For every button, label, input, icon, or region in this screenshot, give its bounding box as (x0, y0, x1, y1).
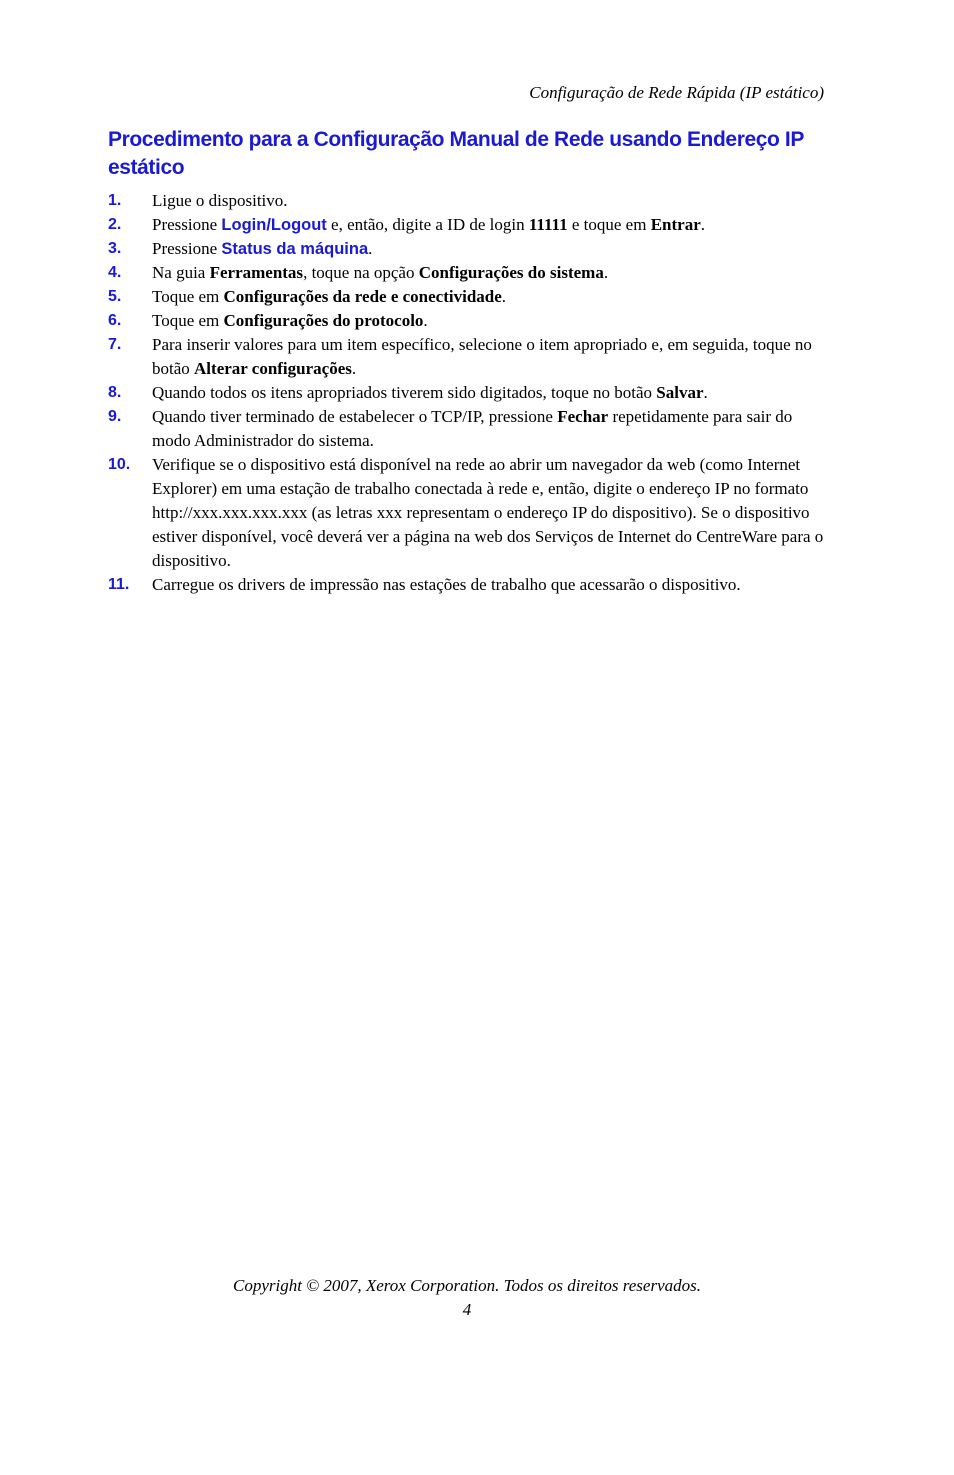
step-number: 7. (108, 336, 122, 353)
step-text-run: Na guia (152, 263, 210, 282)
step-item (108, 261, 824, 285)
emphasized-term: Alterar configurações (194, 359, 352, 378)
step-item (108, 381, 824, 405)
step-text (152, 213, 824, 237)
step-text-run: Toque em (152, 311, 224, 330)
emphasized-term: Ferramentas (209, 263, 304, 282)
step-number: 8. (108, 384, 122, 401)
step-text (152, 573, 824, 597)
step-text-run: , toque na opção (303, 263, 419, 282)
step-text-run: repetidamente para sair do modo Administrador do sistema. (152, 407, 793, 450)
step-item (108, 405, 824, 453)
step-text (152, 309, 824, 333)
step-text-run: e, então, digite a ID de login (326, 215, 529, 234)
step-item (108, 237, 824, 261)
section-title: Procedimento para a Configuração Manual de Rede usando Endereço IP estático (108, 128, 804, 179)
copyright-notice: Copyright © 2007, Xerox Corporation. Todos os direitos reservados. (233, 1276, 701, 1295)
step-item (108, 453, 824, 573)
step-text-run: . (368, 239, 373, 258)
step-text-run: Toque em (152, 287, 224, 306)
step-number: 1. (108, 192, 122, 209)
step-number: 5. (108, 288, 122, 305)
step-number: 3. (108, 240, 122, 257)
step-text-run: Ligue o dispositivo. (152, 191, 288, 210)
step-text (152, 453, 824, 573)
procedure-step-list (108, 189, 824, 597)
step-text-run: . (603, 263, 609, 282)
emphasized-term: Configurações do sistema (418, 263, 604, 282)
step-text-run: e toque em (567, 215, 651, 234)
step-text (152, 285, 824, 309)
step-item (108, 309, 824, 333)
step-text-run: Pressione (152, 215, 222, 234)
step-number: 10. (108, 456, 131, 473)
step-text (152, 405, 824, 453)
step-text-run: Pressione (152, 239, 222, 258)
emphasized-term: Entrar (650, 215, 701, 234)
step-number: 11. (108, 576, 130, 593)
step-text (152, 237, 824, 261)
step-text-run: . (700, 215, 705, 234)
page-footer (0, 1274, 934, 1322)
step-text-run: . (703, 383, 708, 402)
page-number: 4 (462, 1300, 472, 1319)
step-text-run: . (351, 359, 357, 378)
step-number: 4. (108, 264, 122, 281)
step-text-run: Quando tiver terminado de estabelecer o TCP/IP, pressione (152, 407, 558, 426)
emphasized-term: 11111 (528, 215, 568, 234)
step-text (152, 381, 824, 405)
step-item (108, 333, 824, 381)
step-text-run: Quando todos os itens apropriados tiverem sido digitados, toque no botão (152, 383, 657, 402)
step-item (108, 213, 824, 237)
running-header: Configuração de Rede Rápida (IP estático) (529, 83, 824, 102)
step-number: 6. (108, 312, 122, 329)
ui-control-name: Status da máquina (221, 240, 369, 258)
step-text (152, 189, 824, 213)
step-item (108, 189, 824, 213)
emphasized-term: Configurações do protocolo (223, 311, 424, 330)
emphasized-term: Fechar (557, 407, 609, 426)
step-number: 9. (108, 408, 122, 425)
step-text-run: Verifique se o dispositivo está disponível na rede ao abrir um navegador da web (como Internet Explorer) em uma estação de trabalho conectada à rede e, então, digite o endereço IP no formato http://xxx.xxx.xxx.xxx (as letras xxx representam o endereço IP do dispositivo). Se o dispositivo estiver disponível, você deverá ver a página na web dos Serviços de Internet do CentreWare para o dispositivo. (152, 455, 824, 570)
step-item (108, 573, 824, 597)
emphasized-term: Configurações da rede e conectividade (223, 287, 502, 306)
emphasized-term: Salvar (656, 383, 704, 402)
ui-control-name: Login/Logout (221, 216, 327, 234)
step-text (152, 261, 824, 285)
step-item (108, 285, 824, 309)
step-text-run: Carregue os drivers de impressão nas estações de trabalho que acessarão o dispositivo. (152, 575, 741, 594)
step-text-run: . (423, 311, 428, 330)
step-text (152, 333, 824, 381)
step-text-run: . (501, 287, 507, 306)
step-number: 2. (108, 216, 122, 233)
step-text-run: Para inserir valores para um item específico, selecione o item apropriado e, em seguida, toque no botão (152, 335, 812, 378)
